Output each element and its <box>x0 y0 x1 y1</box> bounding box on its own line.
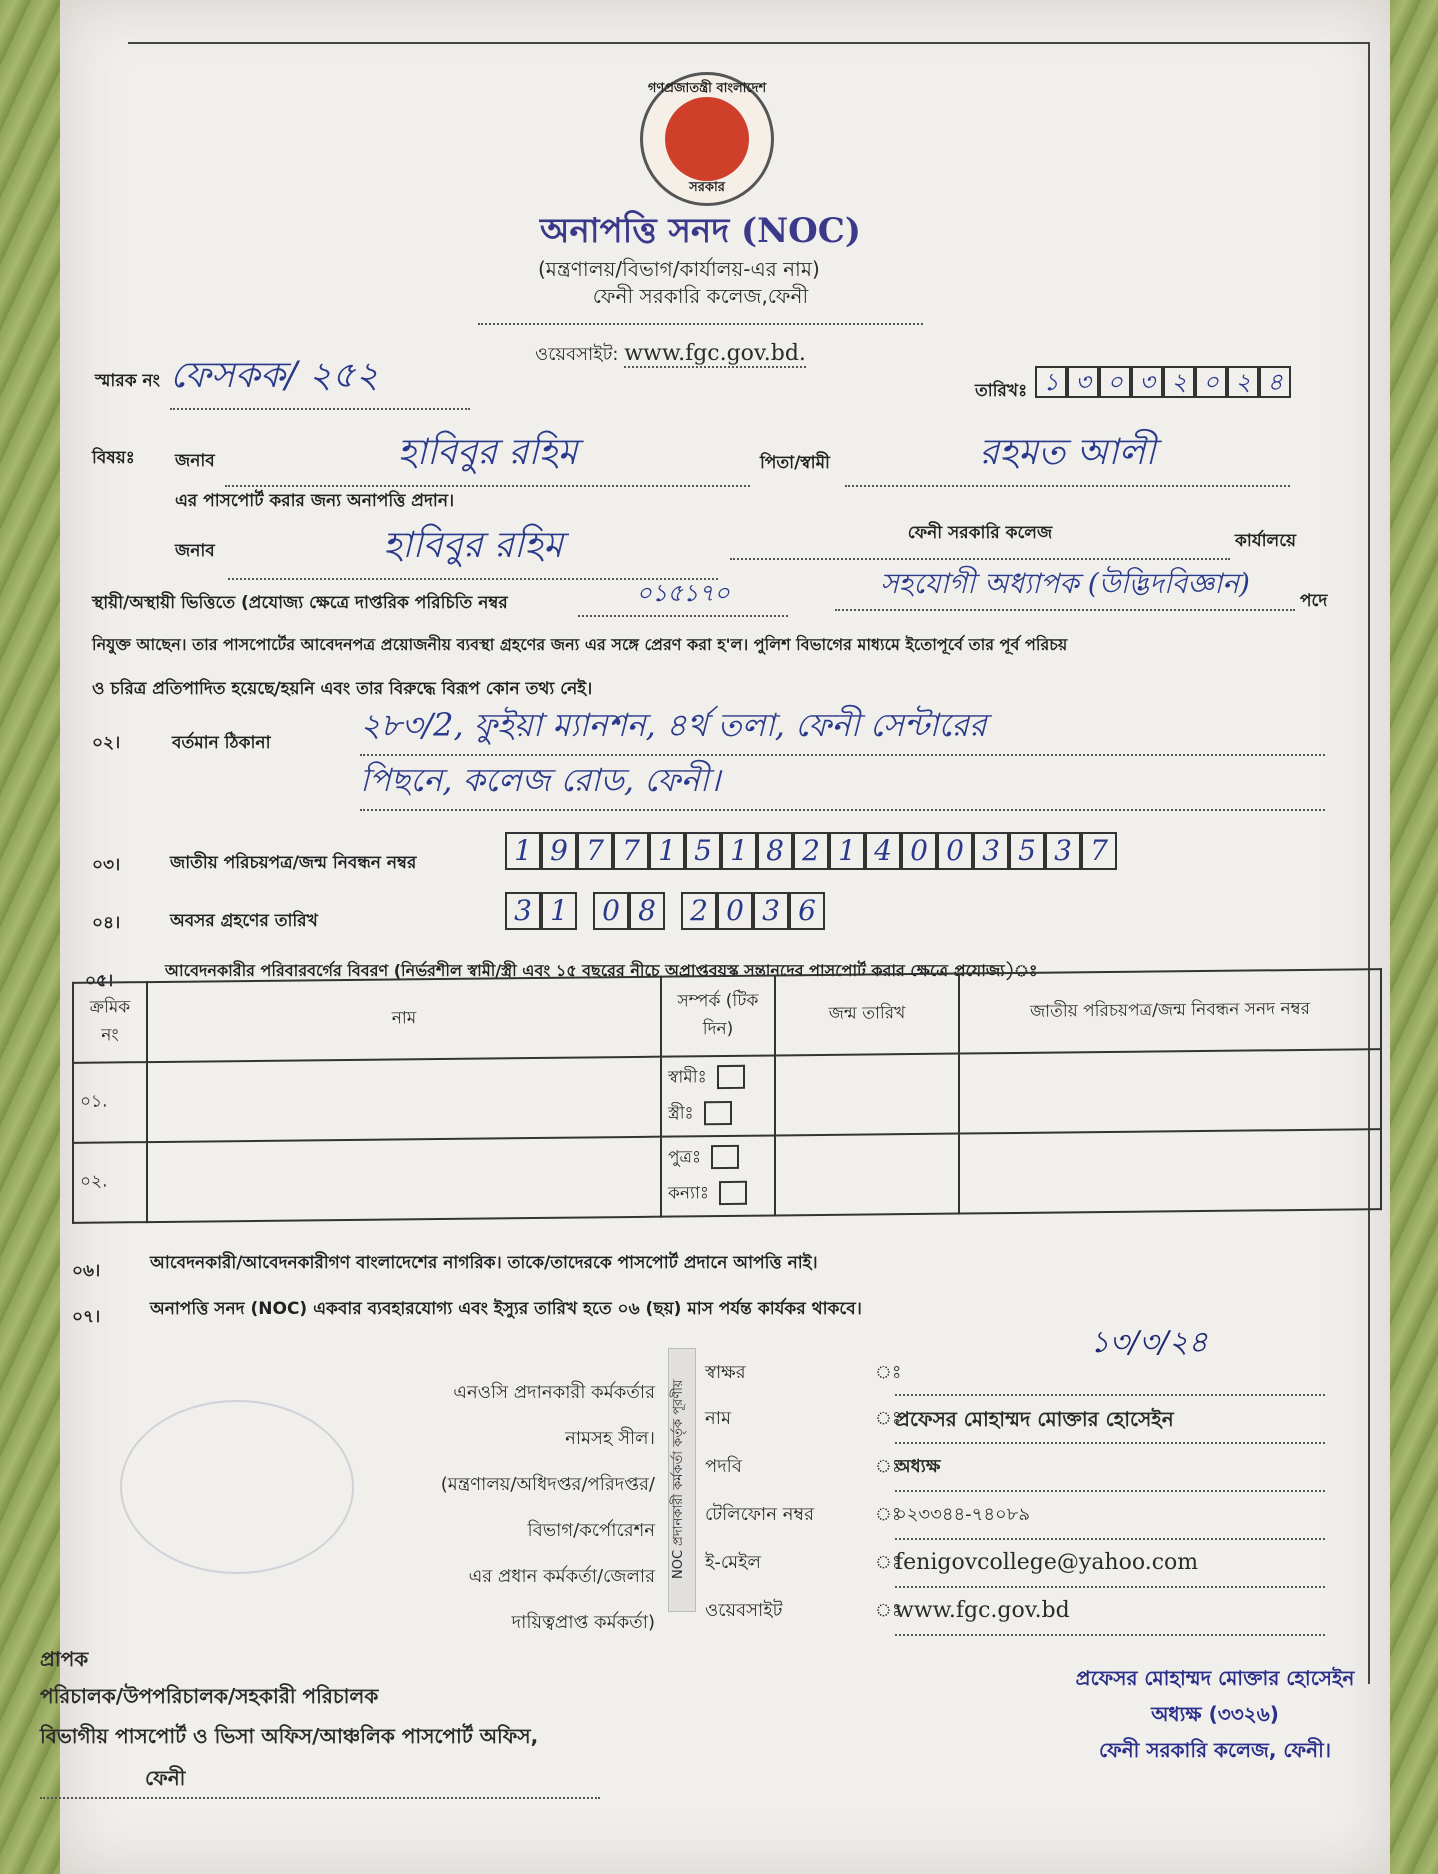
row-dob <box>775 1134 959 1216</box>
row-sl: ০২. <box>73 1142 147 1223</box>
field-label: ওয়েবসাইট <box>705 1600 783 1621</box>
relation-option: স্ত্রীঃ <box>668 1103 694 1124</box>
address-line-1: ২৮৩/2, ফুইয়া ম্যানশন, ৪র্থ তলা, ফেনী সেন্টারের <box>360 700 1325 756</box>
relation-checkbox[interactable] <box>711 1145 739 1169</box>
relation-option: কন্যাঃ <box>668 1183 709 1204</box>
col-header-sl: ক্রমিক নং <box>73 982 147 1063</box>
body-name: হাবিবুর রহিম <box>228 518 718 580</box>
retire-digit: 1 <box>541 892 577 930</box>
relation-checkbox[interactable] <box>704 1101 732 1125</box>
officer-field: স্বাক্ষর ঃ <box>705 1350 1325 1396</box>
item-07-text: অনাপত্তি সনদ (NOC) একবার ব্যবহারযোগ্য এবং ইস্যুর তারিখ হতে ০৬ (ছয়) মাস পর্যন্ত কার্যকর থাকবে। <box>150 1299 862 1319</box>
body-office: ফেনী সরকারি কলেজ <box>730 520 1230 560</box>
father-name: রহমত আলী <box>845 425 1290 487</box>
officer-field: ই-মেইল ঃ fenigovcollege@yahoo.com <box>705 1540 1325 1588</box>
stamp-line: অধ্যক্ষ (৩৩২৬) <box>1151 1702 1279 1726</box>
website-value: www.fgc.gov.bd. <box>624 341 806 366</box>
date-digit: ০ <box>1195 366 1227 398</box>
row-name <box>147 1137 661 1222</box>
item-04-label: অবসর গ্রহণের তারিখ <box>170 911 318 931</box>
principal-stamp <box>1060 1660 1370 1768</box>
date-digit: ১ <box>1035 366 1067 398</box>
col-header-dob: জন্ম তারিখ <box>775 974 959 1056</box>
field-value: ০২৩৩৪৪-৭৪০৮৯ <box>895 1492 1325 1540</box>
table-row <box>73 1049 1381 1143</box>
officer-field: নাম ঃ প্রফেসর মোহাম্মদ মোক্তার হোসেইন <box>705 1396 1325 1444</box>
nid-boxes <box>505 832 1117 870</box>
officer-field: টেলিফোন নম্বর ঃ ০২৩৩৪৪-৭৪০৮৯ <box>705 1492 1325 1540</box>
item-03-label: জাতীয় পরিচয়পত্র/জন্ম নিবন্ধন নম্বর <box>170 853 417 873</box>
nid-digit: 0 <box>937 832 973 870</box>
ministry-subtitle: (মন্ত্রণালয়/বিভাগ/কার্যালয়-এর নাম) <box>538 257 820 281</box>
nid-digit: 1 <box>649 832 685 870</box>
row-dob <box>775 1054 959 1136</box>
stamp-line: ফেনী সরকারি কলেজ, ফেনী। <box>1099 1738 1331 1762</box>
relation-checkbox[interactable] <box>717 1065 745 1089</box>
officer-desc-line: দায়িত্বপ্রাপ্ত কর্মকর্তা) <box>511 1612 655 1633</box>
row-sl: ০১. <box>73 1062 147 1143</box>
subject-label: বিষয়ঃ <box>92 448 135 468</box>
officer-field: পদবি ঃ অধ্যক্ষ <box>705 1444 1325 1492</box>
field-value: প্রফেসর মোহাম্মদ মোক্তার হোসেইন <box>895 1396 1325 1444</box>
subject-line2: এর পাসপোর্ট করার জন্য অনাপত্তি প্রদান। <box>175 491 455 511</box>
retirement-date-boxes <box>505 892 825 930</box>
row-relation <box>661 1055 775 1136</box>
field-label: টেলিফোন নম্বর <box>705 1504 814 1525</box>
col-header-name: নাম <box>147 977 661 1062</box>
field-label: স্বাক্ষর <box>705 1362 746 1383</box>
field-label: পদবি <box>705 1456 742 1477</box>
vertical-label <box>668 1348 696 1612</box>
field-value: www.fgc.gov.bd <box>895 1588 1325 1636</box>
relation-checkbox[interactable] <box>719 1181 747 1205</box>
vertical-label-text: NOC প্রদানকারী কর্মকর্তা কর্তৃক পূরণীয় <box>671 1379 686 1579</box>
recipient-line-1: পরিচালক/উপপরিচালক/সহকারী পরিচালক <box>40 1684 379 1708</box>
nid-digit: 3 <box>1045 832 1081 870</box>
nid-digit: 7 <box>577 832 613 870</box>
row-relation <box>661 1135 775 1216</box>
item-04-num: ০৪। <box>92 913 121 933</box>
nid-digit: 0 <box>901 832 937 870</box>
field-label: ই-মেইল <box>705 1552 761 1573</box>
date-boxes <box>1035 366 1291 398</box>
page-title: অনাপত্তি সনদ (NOC) <box>540 211 861 251</box>
date-label: তারিখঃ <box>975 381 1028 401</box>
ref-value: ফেসকক/ ২৫২ <box>170 348 470 410</box>
col-header-relation: সম্পর্ক (টিক দিন) <box>661 975 775 1056</box>
seal-top-text: গণপ্রজাতন্ত্রী বাংলাদেশ <box>647 81 767 96</box>
nid-digit: 4 <box>865 832 901 870</box>
government-seal-icon <box>640 72 774 206</box>
date-digit: ২ <box>1163 366 1195 398</box>
row-nid <box>959 1049 1381 1133</box>
nid-digit: 9 <box>541 832 577 870</box>
officer-desc-line: নামসহ সীল। <box>565 1428 655 1449</box>
body-pode: পদে <box>1300 591 1328 611</box>
nid-digit: 5 <box>1009 832 1045 870</box>
nid-digit: 7 <box>613 832 649 870</box>
officer-field: ওয়েবসাইট ঃ www.fgc.gov.bd <box>705 1588 1325 1636</box>
address-line-2: পিছনে, কলেজ রোড, ফেনী। <box>360 755 1325 811</box>
recipient-line-2: বিভাগীয় পাসপোর্ট ও ভিসা অফিস/আঞ্চলিক পাসপোর্ট অফিস, <box>40 1724 539 1748</box>
body-office-suffix: কার্যালয়ে <box>1235 531 1297 551</box>
item-05-label: আবেদনকারীর পরিবারবর্গের বিবরণ (নির্ভরশীল স্বামী/স্ত্রী এবং ১৫ বছরের নীচে অপ্রাপ্তবয়স্ক সন্তানদের পাসপোর্ট করার ক্ষেত্রে প্রযোজ্য)ঃ <box>165 961 1038 980</box>
date-digit: ৩ <box>1131 366 1163 398</box>
date-digit: ২ <box>1227 366 1259 398</box>
nid-digit: 1 <box>829 832 865 870</box>
signature-date: ১৩/৩/২৪ <box>1090 1325 1208 1360</box>
family-table <box>72 968 1382 1224</box>
office-name: ফেনী সরকারি কলেজ,ফেনী <box>478 282 923 325</box>
relation-option: পুত্রঃ <box>668 1147 702 1168</box>
officer-desc-line: এর প্রধান কর্মকর্তা/জেলার <box>468 1566 655 1587</box>
retire-digit: 8 <box>629 892 665 930</box>
nid-digit: 8 <box>757 832 793 870</box>
retire-digit: 0 <box>593 892 629 930</box>
table-header-row <box>73 969 1381 1063</box>
recipient-label: প্রাপক <box>40 1647 89 1671</box>
ref-label: স্মারক নং <box>95 371 160 391</box>
field-value: fenigovcollege@yahoo.com <box>895 1540 1325 1588</box>
subject-name: হাবিবুর রহিম <box>225 425 750 487</box>
body-line-c: ও চরিত্র প্রতিপাদিত হয়েছে/হয়নি এবং তার বিরুদ্ধে বিরূপ কোন তথ্য নেই। <box>92 679 593 699</box>
retire-digit: 6 <box>789 892 825 930</box>
website-label: ওয়েবসাইট: <box>535 344 619 365</box>
retire-digit: 0 <box>717 892 753 930</box>
date-digit: ৪ <box>1259 366 1291 398</box>
officer-description <box>360 1370 655 1646</box>
nid-digit: 7 <box>1081 832 1117 870</box>
body-janab: জনাব <box>175 541 215 561</box>
retire-digit: 2 <box>681 892 717 930</box>
date-digit: ৩ <box>1067 366 1099 398</box>
recipient-line-3: ফেনী <box>40 1764 600 1799</box>
table-row <box>73 1129 1381 1223</box>
item-05-num: ০৫। <box>85 971 114 991</box>
officer-fields <box>705 1350 1325 1636</box>
body-line-a: স্থায়ী/অস্থায়ী ভিত্তিতে (প্রযোজ্য ক্ষেত্রে দাপ্তরিক পরিচিতি নম্বর <box>92 593 508 613</box>
field-value: অধ্যক্ষ <box>895 1444 1325 1492</box>
subject-janab: জনাব <box>175 451 215 471</box>
faded-seal-outline <box>120 1400 354 1574</box>
item-06-text: আবেদনকারী/আবেদনকারীগণ বাংলাদেশের নাগরিক। তাকে/তাদেরকে পাসপোর্ট প্রদানে আপত্তি নাই। <box>150 1253 818 1273</box>
officer-desc-line: (মন্ত্রণালয়/অধিদপ্তর/পরিদপ্তর/ <box>440 1474 655 1495</box>
retire-digit: 3 <box>505 892 541 930</box>
field-label: নাম <box>705 1408 731 1429</box>
stamp-line: প্রফেসর মোহাম্মদ মোক্তার হোসেইন <box>1075 1666 1355 1690</box>
retire-digit: 3 <box>753 892 789 930</box>
father-label: পিতা/স্বামী <box>760 453 830 473</box>
date-digit: ০ <box>1099 366 1131 398</box>
nid-digit: 1 <box>505 832 541 870</box>
officer-desc-line: বিভাগ/কর্পোরেশন <box>527 1520 655 1541</box>
item-03-num: ০৩। <box>92 855 121 875</box>
body-designation: সহযোগী অধ্যাপক (উদ্ভিদবিজ্ঞান) <box>835 562 1295 611</box>
body-line-b: নিযুক্ত আছেন। তার পাসপোর্টের আবেদনপত্র প্রয়োজনীয় ব্যবস্থা গ্রহণের জন্য এর সঙ্গে প্রেরণ করা হ'ল। পুলিশ বিভাগের মাধ্যমে ইতোপূর্বে তার পূর্ব পরিচয় <box>92 635 1068 654</box>
nid-digit: 5 <box>685 832 721 870</box>
officer-desc-line: এনওসি প্রদানকারী কর্মকর্তার <box>453 1382 655 1403</box>
seal-bottom-text: সরকার <box>689 180 725 195</box>
col-header-nid: জাতীয় পরিচয়পত্র/জন্ম নিবন্ধন সনদ নম্বর <box>959 969 1381 1053</box>
signature <box>1090 1318 1208 1369</box>
row-nid <box>959 1129 1381 1213</box>
row-name <box>147 1057 661 1142</box>
item-07-num: ০৭। <box>72 1307 101 1327</box>
nid-digit: 3 <box>973 832 1009 870</box>
nid-digit: 2 <box>793 832 829 870</box>
item-02-label: বর্তমান ঠিকানা <box>172 733 271 753</box>
body-id: ০১৫১৭০ <box>578 575 788 617</box>
relation-option: স্বামীঃ <box>668 1067 707 1088</box>
item-06-num: ০৬। <box>72 1261 101 1281</box>
nid-digit: 1 <box>721 832 757 870</box>
item-02-num: ০২। <box>92 733 121 753</box>
